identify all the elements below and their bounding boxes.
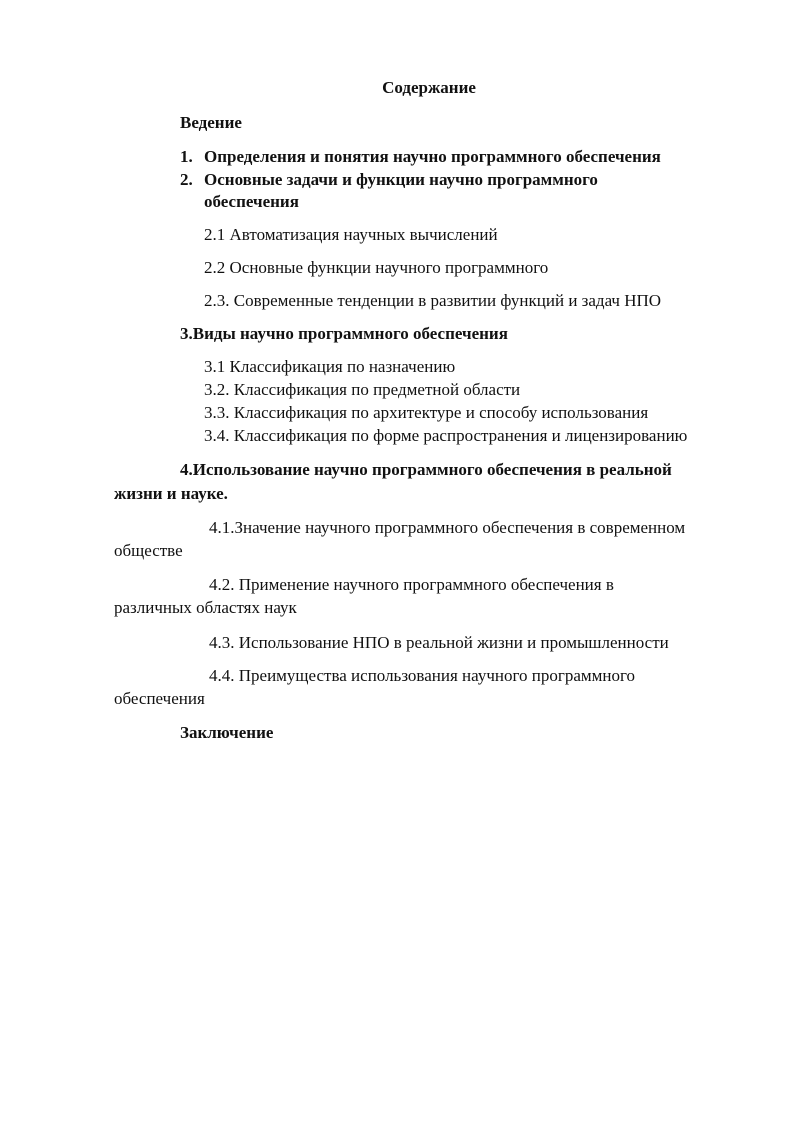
toc-item-2-text-line2: обеспечения [204,192,299,211]
toc-conclusion: Заключение [180,723,274,742]
toc-item-2 [180,169,598,192]
toc-item-4-line2: жизни и науке. [114,484,228,503]
toc-sub-4-2-line1: 4.2. Применение научного программного обеспечения в [209,575,614,594]
toc-item-2-number: 2. [180,170,193,189]
toc-sub-3-1: 3.1 Классификация по назначению [204,357,456,376]
toc-item-4-line1: 4.Использование научно программного обеспечения в реальной [180,460,672,479]
toc-item-3: 3.Виды научно программного обеспечения [180,324,508,343]
toc-item-2-text-line1: Основные задачи и функции научно программного [204,170,598,189]
toc-title: Содержание [382,78,476,97]
toc-sub-4-4-line1: 4.4. Преимущества использования научного программного [209,666,636,685]
toc-sub-4-1-line2: обществе [114,541,183,560]
toc-sub-4-4-line2: обеспечения [114,689,205,708]
toc-intro: Ведение [180,113,242,132]
toc-item-1 [180,146,661,169]
toc-sub-3-2: 3.2. Классификация по предметной области [204,380,521,399]
toc-sub-4-1-line1: 4.1.Значение научного программного обеспечения в современном [209,518,686,537]
toc-sub-4-2-line2: различных областях наук [114,598,297,617]
toc-sub-2-1: 2.1 Автоматизация научных вычислений [204,225,498,244]
toc-sub-3-4: 3.4. Классификация по форме распространения и лицензированию [204,426,688,445]
toc-item-1-text: Определения и понятия научно программного обеспечения [204,147,661,166]
toc-sub-4-3: 4.3. Использование НПО в реальной жизни и промышленности [209,633,669,652]
toc-sub-2-2: 2.2 Основные функции научного программного [204,258,549,277]
toc-sub-3-3: 3.3. Классификация по архитектуре и способу использования [204,403,649,422]
toc-item-1-number: 1. [180,147,193,166]
toc-sub-2-3: 2.3. Современные тенденции в развитии функций и задач НПО [204,291,662,310]
